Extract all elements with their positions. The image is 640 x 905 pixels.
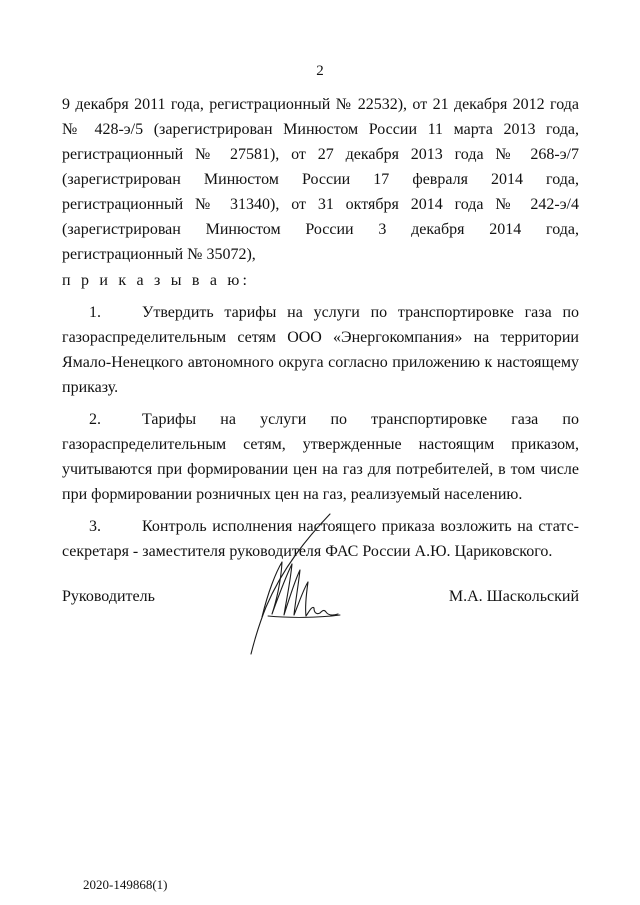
order-item-text: Утвердить тарифы на услуги по транспортировке газа по газораспределительным сетям ООО «Энергокомпания» на территории Ямало-Ненецкого автономного округа согласно приложению к настоящему приказу. — [62, 304, 579, 396]
page-number: 2 — [316, 63, 324, 79]
order-item-text: Тарифы на услуги по транспортировке газа по газораспределительным сетям, утвержденные настоящим приказом, учитываются при формировании цен на газ для потребителей, в том числе при формировании розничных цен на газ, реализуемый населению. — [62, 411, 579, 503]
order-item-1 — [62, 300, 579, 400]
handwritten-signature — [248, 512, 348, 657]
order-item-number: 3. — [89, 518, 101, 535]
order-word: п р и к а з ы в а ю: — [62, 272, 251, 289]
intro-paragraph: 9 декабря 2011 года, регистрационный № 22532), от 21 декабря 2012 года № 428-э/5 (зарегистрирован Минюстом России 11 марта 2013 года, регистрационный № 27581), от 27 декабря 2013 года № 268-э/7 (зарегистрирован Минюстом России 17 февраля 2014 года, регистрационный № 31340), от 31 октября 2014 года № 242-э/4 (зарегистрирован Минюстом России 3 декабря 2014 года, регистрационный № 35072), — [62, 96, 579, 263]
order-item-2 — [62, 407, 579, 507]
order-item-text: Контроль исполнения настоящего приказа возложить на статс-секретаря - заместителя руководителя ФАС России А.Ю. Цариковского. — [62, 518, 579, 560]
signature-block — [62, 588, 579, 610]
document-body — [62, 92, 579, 564]
signatory-name: М.А. Шаскольский — [448, 588, 579, 605]
signatory-role: Руководитель — [62, 588, 155, 605]
order-item-number: 1. — [89, 304, 101, 321]
document-code: 2020-149868(1) — [83, 877, 168, 892]
order-item-number: 2. — [89, 411, 101, 428]
